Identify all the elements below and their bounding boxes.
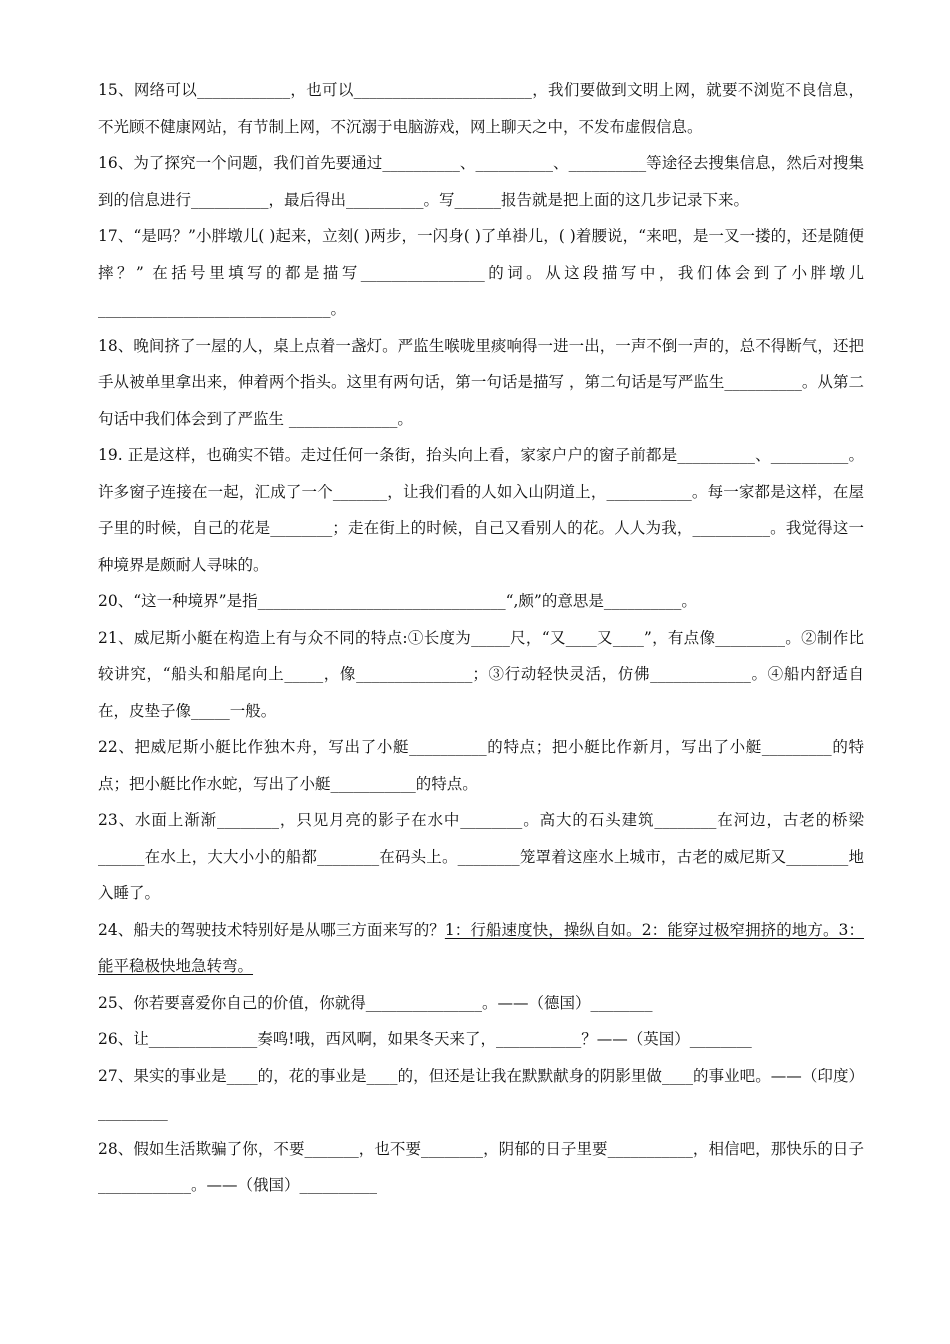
question-23: 23、水面上渐渐________，只见月亮的影子在水中________。高大的石头建筑________在河边，古老的桥梁______在水上，大大小小的船都________在码头上。________笼罩着这座水上城市，古老的威尼斯又________地入睡了。 [98,811,864,902]
question-15: 15、网络可以____________，也可以_______________________，我们要做到文明上网，就要不浏览不良信息，不光顾不健康网站，有节制上网，不沉溺于电脑游戏，网上聊天之中，不发布虚假信息。 [98,81,864,136]
question-26: 26、让______________奏鸣!哦，西风啊，如果冬天来了，___________？——（英国）________ [98,1030,752,1048]
question-19: 19. 正是这样，也确实不错。走过任何一条街，抬头向上看，家家户户的窗子前都是__________、__________。许多窗子连接在一起，汇成了一个_______，让我们看的人如入山阴道上，___________。每一家都是这样，在屋子里的时候，自己的花是________；走在街上的时候，自己又看别人的花。人人为我，__________。我觉得这一种境界是颇耐人寻味的。 [98,446,864,574]
question-20: 20、“这一种境界”是指________________________________“,颇”的意思是__________。 [98,592,697,610]
question-16: 16、为了探究一个问题，我们首先要通过__________、__________、__________等途径去搜集信息，然后对搜集到的信息进行__________，最后得出__________。写______报告就是把上面的这几步记录下来。 [98,154,864,209]
question-28: 28、假如生活欺骗了你，不要_______，也不要________，阴郁的日子里要___________，相信吧，那快乐的日子____________。——（俄国）__________ [98,1139,864,1194]
worksheet-page [98,72,864,1204]
question-24-answer: 1：行船速度快，操纵自如。2：能穿过极窄拥挤的地方。3：能平稳极快地急转弯。 [98,920,864,975]
question-24-prompt: 24、船夫的驾驶技术特别好是从哪三方面来写的？ [98,920,445,939]
question-24 [98,912,864,985]
question-17: 17、“是吗？”小胖墩儿( )起来，立刻( )两步，一闪身( )了单褂儿，( )着腰说，“来吧，是一叉一搂的，还是随便摔？” 在括号里填写的都是描写________________的词。从这段描写中，我们体会到了小胖墩儿______________________________。 [98,227,864,318]
question-25: 25、你若要喜爱你自己的价值，你就得_______________。——（德国）________ [98,993,653,1012]
question-27: 27、果实的事业是____的，花的事业是____的，但还是让我在默默献身的阴影里做____的事业吧。——（印度）_________ [98,1066,864,1121]
question-21: 21、威尼斯小艇在构造上有与众不同的特点:①长度为_____尺，“又____又____”，有点像_________。②制作比较讲究，“船头和船尾向上_____，像_______________；③行动轻快灵活，仿佛_____________。④船内舒适自在，皮垫子像_____一般。 [98,628,864,720]
question-22: 22、把威尼斯小艇比作独木舟，写出了小艇__________的特点；把小艇比作新月，写出了小艇_________的特点；把小艇比作水蛇，写出了小艇___________的特点。 [98,738,864,793]
question-18: 18、晚间挤了一屋的人，桌上点着一盏灯。严监生喉咙里痰响得一进一出，一声不倒一声的，总不得断气，还把手从被单里拿出来，伸着两个指头。这里有两句话，第一句话是描写 ，第二句话是写严监生__________。从第二句话中我们体会到了严监生 ______________。 [98,336,864,428]
